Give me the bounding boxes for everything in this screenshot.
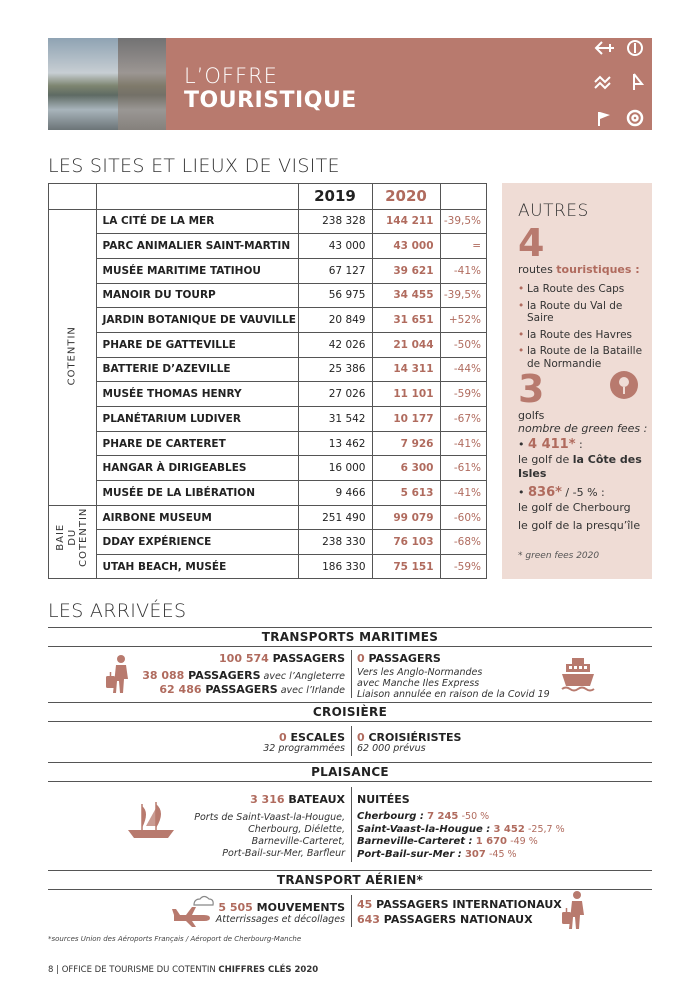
- region-cell: [48, 283, 96, 308]
- column-divider: [351, 650, 352, 698]
- site-name: MUSÉE DE LA LIBÉRATION: [96, 481, 298, 506]
- routes-label: routes touristiques :: [518, 263, 640, 276]
- plaisance-title: PLAISANCE: [311, 765, 389, 779]
- autres-title: AUTRES: [518, 201, 589, 221]
- table-row: [48, 505, 487, 530]
- arrivees-section-title: LES ARRIVÉES: [48, 600, 187, 622]
- aerien-title: TRANSPORT AÉRIEN*: [276, 873, 424, 887]
- maritime-anglo-normandes: 0 PASSAGERS: [357, 652, 441, 665]
- site-name: MUSÉE THOMAS HENRY: [96, 382, 298, 407]
- maritime-note-1: Vers les Anglo-Normandes: [357, 667, 483, 678]
- header-banner: [48, 38, 652, 130]
- port-line: Ports de Saint-Vaast-la-Hougue,: [194, 812, 345, 823]
- value-2020: 7 926: [372, 431, 440, 456]
- maritime-irlande: 62 486 PASSAGERS avec l’Irlande: [159, 683, 345, 696]
- table-row: [48, 530, 487, 555]
- value-2019: 9 466: [298, 481, 372, 506]
- value-2019: 27 026: [298, 382, 372, 407]
- region-cell: [48, 209, 96, 234]
- value-2020: 21 044: [372, 332, 440, 357]
- divider: [48, 627, 652, 628]
- site-name: AIRBONE MUSEUM: [96, 505, 298, 530]
- variation: -41%: [440, 481, 487, 506]
- page-title-line2: TOURISTIQUE: [184, 88, 357, 113]
- value-2019: 42 026: [298, 332, 372, 357]
- column-divider: [351, 726, 352, 756]
- site-name: HANGAR À DIRIGEABLES: [96, 456, 298, 481]
- fee-cote-des-isles: • 4 411* : le golf de la Côte des Isles: [518, 437, 642, 480]
- value-2020: 75 151: [372, 555, 440, 580]
- table-row: [48, 283, 487, 308]
- region-cell: [48, 407, 96, 432]
- divider: [48, 702, 652, 703]
- table-row: [48, 456, 487, 481]
- table-row: [48, 357, 487, 382]
- table-row: [48, 481, 487, 506]
- list-item: • la Route des Havres: [518, 329, 648, 342]
- route-list: [518, 283, 648, 375]
- header-2020: 2020: [372, 183, 440, 209]
- column-divider: [351, 895, 352, 927]
- maritime-note-3: Liaison annulée en raison de la Covid 19: [357, 689, 550, 700]
- lifebuoy-icon: [628, 111, 642, 125]
- sailboat-icon: [634, 74, 642, 90]
- region-label-cotentin: COTENTIN: [66, 326, 78, 386]
- variation: -59%: [440, 382, 487, 407]
- variation: +52%: [440, 308, 487, 333]
- maritime-title: TRANSPORTS MARITIMES: [261, 630, 439, 644]
- site-name: PHARE DE CARTERET: [96, 431, 298, 456]
- croisiere-croisieristes-sub: 62 000 prévus: [357, 743, 426, 754]
- region-cell: [48, 456, 96, 481]
- traveler-icon: [560, 890, 590, 930]
- golfs-label: golfs: [518, 409, 545, 422]
- wave-icon: [595, 77, 610, 88]
- site-name: LA CITÉ DE LA MER: [96, 209, 298, 234]
- region-cell: [48, 431, 96, 456]
- value-2019: 186 330: [298, 555, 372, 580]
- port-line: Port-Bail-sur-Mer, Barfleur: [222, 848, 345, 859]
- site-name: UTAH BEACH, MUSÉE: [96, 555, 298, 580]
- site-name: JARDIN BOTANIQUE DE VAUVILLE: [96, 308, 298, 333]
- croisiere-escales: 0 ESCALES: [279, 731, 345, 744]
- value-2020: 14 311: [372, 357, 440, 382]
- value-2019: 56 975: [298, 283, 372, 308]
- table-row: [48, 258, 487, 283]
- variation: -59%: [453, 561, 481, 574]
- maritime-total: 100 574 PASSAGERS: [219, 652, 345, 665]
- golfs-count: 3: [518, 367, 545, 411]
- port-line: Barneville-Carteret,: [251, 836, 345, 847]
- value-2019: 67 127: [298, 258, 372, 283]
- variation: -68%: [440, 530, 487, 555]
- value-2020: 6 300: [372, 456, 440, 481]
- site-name: BATTERIE D’AZEVILLE: [96, 357, 298, 382]
- maritime-angleterre: 38 088 PASSAGERS avec l’Angleterre: [142, 669, 345, 682]
- table-row: [48, 431, 487, 456]
- arrow-left-icon: [596, 42, 614, 54]
- table-row: [48, 332, 487, 357]
- column-divider: [351, 787, 352, 862]
- value-2020: 34 455: [372, 283, 440, 308]
- value-2019: 238 330: [298, 530, 372, 555]
- page-footer: 8 | OFFICE DE TOURISME DU COTENTIN CHIFFRES CLÉS 2020: [48, 965, 319, 975]
- compass-icon: [628, 41, 642, 55]
- region-label-baie-du-cotentin: BAIE DU COTENTIN: [54, 507, 89, 567]
- site-name: PLANÉTARIUM LUDIVER: [96, 407, 298, 432]
- divider: [48, 781, 652, 782]
- variation: -60%: [440, 505, 487, 530]
- aerien-nationaux: 643 PASSAGERS NATIONAUX: [357, 913, 533, 926]
- variation: -67%: [440, 407, 487, 432]
- value-2019: 20 849: [298, 308, 372, 333]
- table-row: [48, 382, 487, 407]
- value-2020: 99 079: [372, 505, 440, 530]
- variation: -50%: [440, 332, 487, 357]
- table-row: [48, 407, 487, 432]
- table-row: [48, 308, 487, 333]
- value-2019: 251 490: [298, 505, 372, 530]
- variation: -39,5%: [440, 209, 487, 234]
- coast-photo-overlay: [118, 38, 166, 130]
- fee-cherbourg: • 836* / -5 % : le golf de Cherbourg: [518, 485, 631, 515]
- value-2020: 11 101: [372, 382, 440, 407]
- port-line: Cherbourg, Diélette,: [248, 824, 345, 835]
- value-2020: 10 177: [372, 407, 440, 432]
- green-fees-label: nombre de green fees :: [518, 422, 648, 435]
- site-name: MUSÉE MARITIME TATIHOU: [96, 258, 298, 283]
- table-row: [48, 209, 487, 234]
- nuitee-row: Saint-Vaast-la-Hougue : 3 452 -25,7 %: [357, 823, 565, 835]
- croisiere-escales-sub: 32 programmées: [263, 743, 345, 754]
- variation: =: [440, 234, 487, 259]
- nuitee-row: Port-Bail-sur-Mer : 307 -45 %: [357, 848, 517, 860]
- sites-section-title: LES SITES ET LIEUX DE VISITE: [48, 155, 340, 177]
- value-2019: 31 542: [298, 407, 372, 432]
- header-2019: 2019: [298, 183, 372, 209]
- routes-count: 4: [518, 221, 545, 265]
- nuitees-label: NUITÉES: [357, 793, 410, 806]
- page-title-line1: L’OFFRE: [184, 64, 278, 88]
- croisiere-croisieristes: 0 CROISIÉRISTES: [357, 731, 462, 744]
- variation: -61%: [440, 456, 487, 481]
- value-2019: 13 462: [298, 431, 372, 456]
- nuitee-row: Barneville-Carteret : 1 670 -49 %: [357, 836, 538, 847]
- region-cell: [48, 234, 96, 259]
- list-item: • La Route des Caps: [518, 283, 648, 296]
- sources-footnote: *sources Union des Aéroports Français / Aéroport de Cherbourg-Manche: [48, 935, 302, 943]
- sites-table: [48, 183, 487, 579]
- divider: [48, 721, 652, 722]
- list-item: • la Route du Val de Saire: [518, 300, 648, 325]
- site-name: PARC ANIMALIER SAINT-MARTIN: [96, 234, 298, 259]
- value-2019: 25 386: [298, 357, 372, 382]
- value-2019: 43 000: [298, 234, 372, 259]
- variation: -41%: [440, 431, 487, 456]
- variation: -41%: [440, 258, 487, 283]
- value-2020: 31 651: [372, 308, 440, 333]
- plaisance-bateaux: 3 316 BATEAUX: [250, 793, 345, 806]
- list-item: • la Route de la Bataille de Normandie: [518, 345, 648, 370]
- value-2020: 39 621: [372, 258, 440, 283]
- divider: [48, 870, 652, 871]
- table-row: [48, 234, 487, 259]
- site-name: PHARE DE GATTEVILLE: [96, 332, 298, 357]
- value-2020: 43 000: [372, 234, 440, 259]
- value-2019: 238 328: [298, 209, 372, 234]
- variation: -44%: [440, 357, 487, 382]
- autres-panel: [502, 183, 652, 579]
- nuitee-row: Cherbourg : 7 245 -50 %: [357, 811, 490, 822]
- value-2019: 16 000: [298, 456, 372, 481]
- divider: [48, 762, 652, 763]
- site-name: MANOIR DU TOURP: [96, 283, 298, 308]
- page-number: 8: [48, 965, 54, 975]
- aerien-internationaux: 45 PASSAGERS INTERNATIONAUX: [357, 898, 562, 911]
- croisiere-title: CROISIÈRE: [312, 705, 388, 719]
- ferry-icon: [560, 656, 596, 694]
- golf-ball-icon: [610, 371, 638, 399]
- table-header-row: [48, 183, 487, 209]
- value-2020: 76 103: [372, 530, 440, 555]
- table-row: [48, 555, 487, 580]
- fee-presquile: le golf de la presqu’île: [518, 519, 641, 532]
- banner-icons: [590, 38, 652, 130]
- site-name: DDAY EXPÉRIENCE: [96, 530, 298, 555]
- green-fees-note: * green fees 2020: [518, 551, 600, 561]
- region-cell: [48, 258, 96, 283]
- flag-icon: [598, 112, 610, 126]
- aerien-mouvements-sub: Atterrissages et décollages: [215, 914, 345, 925]
- variation: -39,5%: [440, 283, 487, 308]
- divider: [48, 646, 652, 647]
- aerien-mouvements: 5 505 MOUVEMENTS: [218, 901, 345, 914]
- maritime-note-2: avec Manche Iles Express: [357, 678, 480, 689]
- value-2020: 5 613: [372, 481, 440, 506]
- value-2020: 144 211: [372, 209, 440, 234]
